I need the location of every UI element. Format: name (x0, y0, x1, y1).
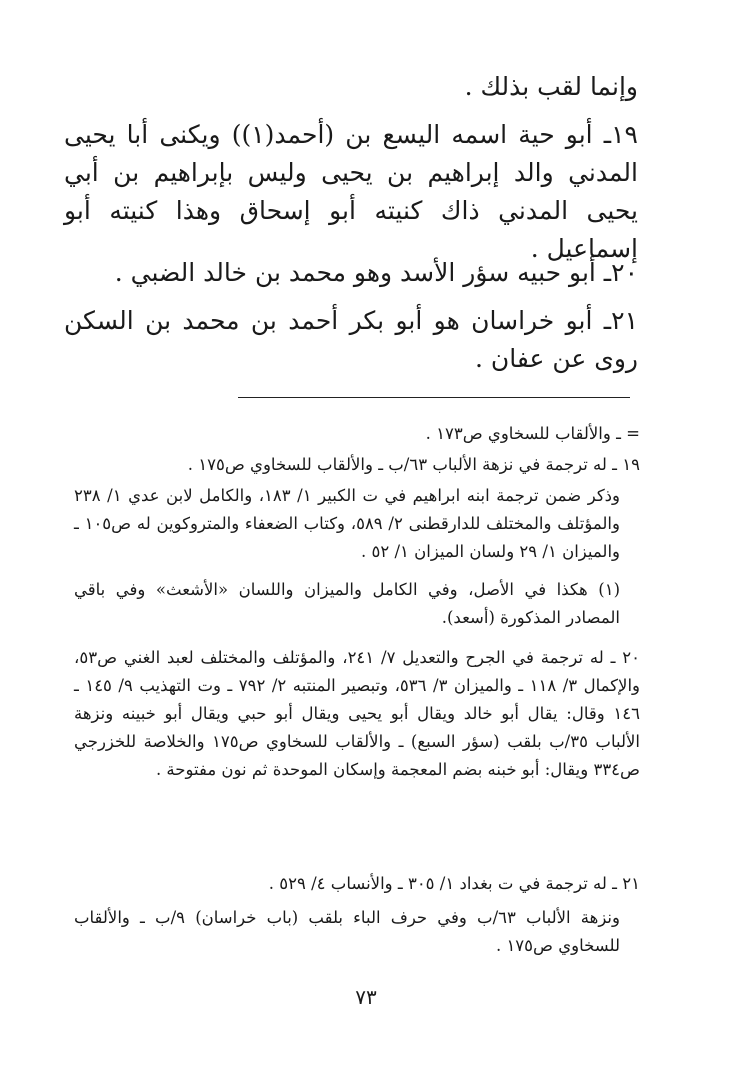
footnote-divider (238, 397, 630, 398)
footnote-continuation (74, 420, 640, 448)
footnote-19-heading (74, 451, 640, 479)
entry-21-text: ٢١ـ أبو خراسان هو أبو بكر أحمد بن محمد بن السكن روى عن عفان . (64, 306, 638, 373)
footnote-text: (١) هكذا في الأصل، وفي الكامل والميزان واللسان «الأشعث» وفي باقي المصادر المذكورة (أسعد). (74, 580, 620, 627)
footnote-20 (74, 644, 640, 784)
entry-19-text: ١٩ـ أبو حية اسمه اليسع بن (أحمد(١)) ويكنى أبا يحيى المدني والد إبراهيم بن يحيى وليس بإبراهيم بن أبي يحيى المدني ذاك كنيته أبو إسحاق وهذا كنيته أبو إسماعيل . (64, 120, 638, 263)
main-paragraph-21 (64, 302, 638, 378)
footnote-text: ٢١ ـ له ترجمة في ت بغداد ١/ ٣٠٥ ـ والأنساب ٤/ ٥٢٩ . (268, 874, 640, 893)
page-number: ٧٣ (355, 985, 377, 1009)
footnote-21-detail (74, 904, 640, 960)
footnote-19-detail (74, 482, 640, 566)
footnote-text: ١٩ ـ له ترجمة في نزهة الألباب ٦٣/ب ـ والألقاب للسخاوي ص١٧٥ . (187, 455, 640, 474)
entry-20-text: ٢٠ـ أبو حبيه سؤر الأسد وهو محمد بن خالد الضبي . (114, 258, 638, 287)
footnote-text: وذكر ضمن ترجمة ابنه ابراهيم في ت الكبير ١/ ١٨٣، والكامل لابن عدي ١/ ٢٣٨ والمؤتلف والمختلف للدارقطنى ٢/ ٥٨٩، وكتاب الضعفاء والمتروكوين له ص١٠٥ ـ والميزان ١/ ٢٩ ولسان الميزان ١/ ٥٢ . (74, 486, 620, 561)
main-text-line: وإنما لقب بذلك . (464, 72, 638, 101)
main-paragraph-19 (64, 116, 638, 268)
footnote-21-heading (74, 870, 640, 898)
main-paragraph-intro (64, 68, 638, 106)
footnote-text: ٢٠ ـ له ترجمة في الجرح والتعديل ٧/ ٢٤١، والمؤتلف والمختلف لعبد الغني ص٥٣، والإكمال ٣/ ١١٨ ـ والميزان ٣/ ٥٣٦، وتبصير المنتبه ٢/ ٧٩٢ ـ وت التهذيب ٩/ ١٤٥ ـ ١٤٦ وقال: يقال أبو خالد ويقال أبو يحيى ويقال أبو حبي ويقال أبو خبينه ونزهة الألباب ٣٥/ب بلقب (سؤر السبع) ـ والألقاب للسخاوي ص١٧٥ والخلاصة للخزرجي ص٣٣٤ ويقال: أبو خبنه بضم المعجمة وإسكان الموحدة ثم نون مفتوحة . (74, 648, 640, 779)
footnote-text: = ـ والألقاب للسخاوي ص١٧٣ . (425, 424, 640, 443)
footnote-text: ونزهة الألباب ٦٣/ب وفي حرف الباء بلقب (باب خراسان) ٩/ب ـ والألقاب للسخاوي ص١٧٥ . (74, 908, 620, 955)
main-paragraph-20 (64, 254, 638, 292)
footnote-marker-1 (74, 576, 640, 632)
